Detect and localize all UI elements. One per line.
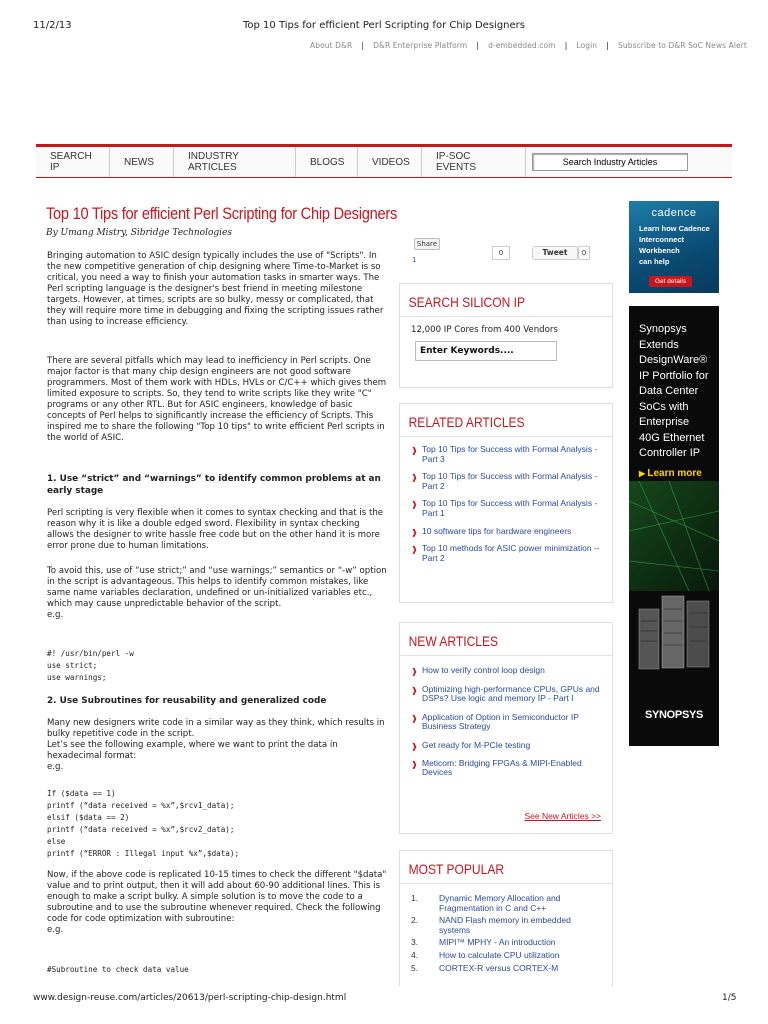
article-byline: By Umang Mistry, Sibridge Technologies: [46, 228, 232, 238]
item-number: 1.: [411, 893, 419, 903]
popular-article-link[interactable]: [411, 951, 604, 961]
synopsys-logo: SYNOPSYS: [644, 709, 704, 721]
see-new-articles-link[interactable]: See New Articles >>: [524, 811, 601, 821]
related-article-link[interactable]: [411, 499, 604, 518]
new-article-link[interactable]: [411, 713, 604, 732]
link-text: Optimizing high-performance CPUs, GPUs and DSPs? Use logic and memory IP - Part I: [422, 683, 600, 704]
paragraph: Now, if the above code is replicated 10-15 times to check the different "$data" value and to print output, then it will add about 60-90 additional lines. This is enough to make a script bulky. A simple solution is to move the code to a subroutine and to use the subroutine whenever required. Check the following code for code optimization with subroutine:: [47, 870, 387, 924]
share-button[interactable]: Share: [414, 238, 440, 250]
item-number: 2.: [411, 915, 419, 926]
article-body: [47, 251, 389, 328]
new-article-link[interactable]: [411, 685, 604, 704]
popular-article-link[interactable]: [411, 964, 604, 974]
share-count: 1: [412, 256, 417, 264]
ad-text: 40G Ethernet: [639, 431, 705, 444]
code-block-1: #! /usr/bin/perl -w use strict; use warnings;: [47, 649, 134, 682]
cadence-ad[interactable]: [629, 201, 719, 293]
top-link-embedded[interactable]: d-embedded.com: [488, 41, 556, 50]
tweet-label: Tweet: [542, 248, 568, 257]
link-text: Get ready for M-PCIe testing: [422, 739, 531, 750]
new-article-link[interactable]: [411, 666, 604, 676]
item-number: 5.: [411, 962, 419, 973]
top-link-about[interactable]: About D&R: [310, 41, 353, 50]
link-text: NAND Flash memory in embedded systems: [439, 915, 571, 935]
article-body-2: [47, 356, 389, 444]
divider: [400, 883, 612, 884]
search-ip-heading: SEARCH SILICON IP: [408, 294, 526, 310]
most-popular-heading: MOST POPULAR: [408, 861, 505, 877]
link-text: MIPI™ MPHY - An introduction: [439, 937, 556, 948]
search-industry-articles-input[interactable]: Search Industry Articles: [532, 153, 688, 171]
eg-label: e.g.: [47, 762, 64, 772]
link-text: Dynamic Memory Allocation and Fragmentation in C and C++: [439, 893, 561, 913]
ad-text: can help: [639, 257, 670, 266]
top-link-subscribe[interactable]: Subscribe to D&R SoC News Alert: [618, 41, 747, 50]
new-article-link[interactable]: [411, 741, 604, 751]
article-title: Top 10 Tips for efficient Perl Scripting for Chip Designers: [46, 204, 398, 223]
arrow-right-icon: ❱: [411, 473, 418, 483]
search-ip-panel: [399, 283, 613, 388]
nav-blogs[interactable]: BLOGS: [296, 147, 358, 177]
nav-news[interactable]: NEWS: [110, 147, 174, 177]
popular-article-link[interactable]: [411, 894, 604, 913]
get-details-button[interactable]: Get details: [649, 276, 692, 287]
ad-text: Controller IP: [639, 447, 701, 459]
footer-page: 1/5: [722, 993, 737, 1003]
arrow-right-icon: ❱: [411, 527, 418, 537]
nav-industry-articles[interactable]: INDUSTRY ARTICLES: [174, 147, 296, 177]
arrow-right-icon: ❱: [411, 759, 418, 769]
synopsys-ad[interactable]: [629, 306, 719, 746]
ad-text: Learn how Cadence: [639, 224, 710, 233]
link-text: Top 10 Tips for Success with Formal Analysis - Part 2: [422, 471, 598, 491]
popular-article-link[interactable]: [411, 916, 604, 935]
ad-text: Interconnect: [639, 235, 685, 244]
related-article-link[interactable]: [411, 544, 604, 563]
cta-text: Learn more: [647, 467, 702, 479]
top-link-login[interactable]: Login: [576, 41, 598, 50]
nav-videos[interactable]: VIDEOS: [358, 147, 422, 177]
link-text: Top 10 methods for ASIC power minimization -- Part 2: [422, 543, 600, 563]
related-article-link[interactable]: [411, 527, 604, 537]
arrow-right-icon: ❱: [411, 667, 418, 676]
paragraph: To avoid this, use of “use strict;” and “use warnings;” semantics or “-w” option in the script is advantageous. This helps to identify common mistakes, like same name variables declaration, undefined or un-initialized variables etc., which may cause unpredictable behavior of the script.: [47, 566, 387, 609]
arrow-right-icon: ❱: [411, 500, 418, 510]
related-article-link[interactable]: [411, 445, 604, 464]
print-date: 11/2/13: [33, 20, 72, 31]
ad-text: SoCs with: [639, 400, 689, 413]
paragraph: Let’s see the following example, where we want to print the data in hexadecimal format:: [47, 740, 338, 761]
paragraph: Many new designers write code in a similar way as they think, which results in bulky repetitive code in the script.: [47, 718, 385, 739]
ad-text: Workbench: [639, 246, 680, 255]
ad-text: Extends: [639, 338, 679, 351]
eg-label: e.g.: [47, 610, 64, 620]
arrow-right-icon: ❱: [411, 713, 418, 723]
article-body-4: [47, 566, 389, 621]
like-count: 0: [492, 246, 510, 260]
link-text: How to verify control loop design: [422, 665, 545, 675]
paragraph: Bringing automation to ASIC design typically includes the use of "Scripts". In the new competitive generation of chip designing where Time-to-Market is so critical, you need a way to finish your automation tasks in smarter ways. The Perl scripting language is the designer's best friend in meeting milestone targets. However, at times, scripts are so bulky, messy or complicated, that they will require more time in debugging and fixing the scripting issues rather than using to increase efficiency.: [47, 251, 384, 327]
related-articles-panel: [399, 403, 613, 603]
related-articles-list: [400, 445, 612, 563]
item-number: 4.: [411, 949, 419, 960]
share-widget: [412, 240, 442, 248]
arrow-right-icon: ❱: [411, 741, 418, 751]
arrow-right-icon: ❱: [411, 685, 418, 695]
new-articles-heading: NEW ARTICLES: [408, 633, 499, 649]
code-block-2: If ($data == 1) printf (“data received = %x”,$rcv1_data); elsif ($data == 2) printf (“data received = %x”,$rcv2_data); else printf (“ERROR : Illegal input %x”,$data);: [47, 789, 240, 858]
eg-label: e.g.: [47, 925, 64, 935]
most-popular-list: [400, 894, 612, 973]
ad-text: Data Center: [639, 385, 699, 397]
link-text: Application of Option in Semiconductor IP Business Strategy: [422, 711, 579, 732]
article-body-3: [47, 508, 389, 552]
tweet-button[interactable]: [532, 246, 578, 260]
tweet-count: 0: [578, 246, 590, 260]
new-articles-panel: [399, 622, 613, 834]
server-rack-graphic: [629, 481, 719, 721]
arrow-right-icon: ❱: [411, 545, 418, 555]
link-text: Top 10 Tips for Success with Formal Analysis - Part 1: [422, 498, 598, 518]
related-article-link[interactable]: [411, 472, 604, 491]
nav-search-ip[interactable]: SEARCH IP: [36, 147, 110, 177]
ip-keyword-input[interactable]: Enter Keywords....: [415, 341, 557, 361]
paragraph: Perl scripting is very flexible when it comes to syntax checking and that is the reason why it is like a double edged sword. Flexibility in syntax checking allows the designer to write hassle free code but on the other hand it is more error prone due to human limitations.: [47, 508, 384, 551]
ip-count-text: 12,000 IP Cores from 400 Vendors: [411, 325, 558, 335]
article-body-5: [47, 718, 389, 773]
divider: [400, 655, 612, 656]
article-body-6: [47, 870, 389, 936]
nav-ip-soc-events[interactable]: IP-SOC EVENTS: [422, 147, 526, 177]
divider: [400, 436, 612, 437]
top-link-enterprise[interactable]: D&R Enterprise Platform: [373, 41, 468, 50]
ad-text: IP Portfolio for: [639, 369, 709, 382]
paragraph: There are several pitfalls which may lead to inefficiency in Perl scripts. One major factor is that many chip design engineers are not good software programmers. Most of them work with HDLs, HVLs or C/C++ which gives them limited exposure to scripts. So, they tend to write scripts like they write "C" programs or any other RTL. But for ASIC engineers, knowledge of basic concepts of Perl helps to significantly increase the efficiency of Scripts. This inspired me to share the following "Top 10 tips" to write efficient Perl scripts in the world of ASIC.: [47, 356, 387, 443]
main-nav: [36, 144, 732, 178]
section-heading-1: 1. Use “strict” and “warnings” to identify common problems at an early stage: [47, 474, 381, 496]
related-articles-heading: RELATED ARTICLES: [408, 414, 525, 430]
ad-text: Enterprise: [639, 416, 690, 428]
link-text: Top 10 Tips for Success with Formal Analysis - Part 3: [422, 444, 598, 464]
link-text: Meticom: Bridging FPGAs & MIPI-Enabled Devices: [422, 757, 582, 778]
arrow-right-icon: ❱: [411, 446, 418, 455]
link-text: CORTEX-R versus CORTEX-M: [439, 962, 559, 973]
ad-text: DesignWare®: [639, 354, 708, 366]
learn-more-link[interactable]: [629, 462, 719, 479]
footer-url: www.design-reuse.com/articles/20613/perl-scripting-chip-design.html: [33, 993, 347, 1003]
new-article-link[interactable]: [411, 759, 604, 778]
link-text: How to calculate CPU utilization: [439, 949, 560, 960]
cadence-logo: cadence: [651, 207, 697, 219]
nav-search: [532, 147, 688, 177]
most-popular-panel: [399, 850, 613, 986]
section-heading-2: 2. Use Subroutines for reusability and generalized code: [47, 696, 327, 706]
top-links: About D&R | D&R Enterprise Platform | d-embedded.com | Login | Subscribe to D&R SoC News Alert: [310, 41, 747, 50]
new-articles-list: [400, 666, 612, 778]
ad-text: Synopsys: [639, 323, 687, 335]
link-text: 10 software tips for hardware engineers: [422, 525, 572, 536]
triangle-right-icon: ▶: [639, 468, 648, 478]
popular-article-link[interactable]: [411, 938, 604, 948]
print-title: Top 10 Tips for efficient Perl Scripting for Chip Designers: [243, 20, 525, 31]
item-number: 3.: [411, 937, 419, 948]
code-block-3: #Subroutine to check data value: [47, 965, 189, 974]
